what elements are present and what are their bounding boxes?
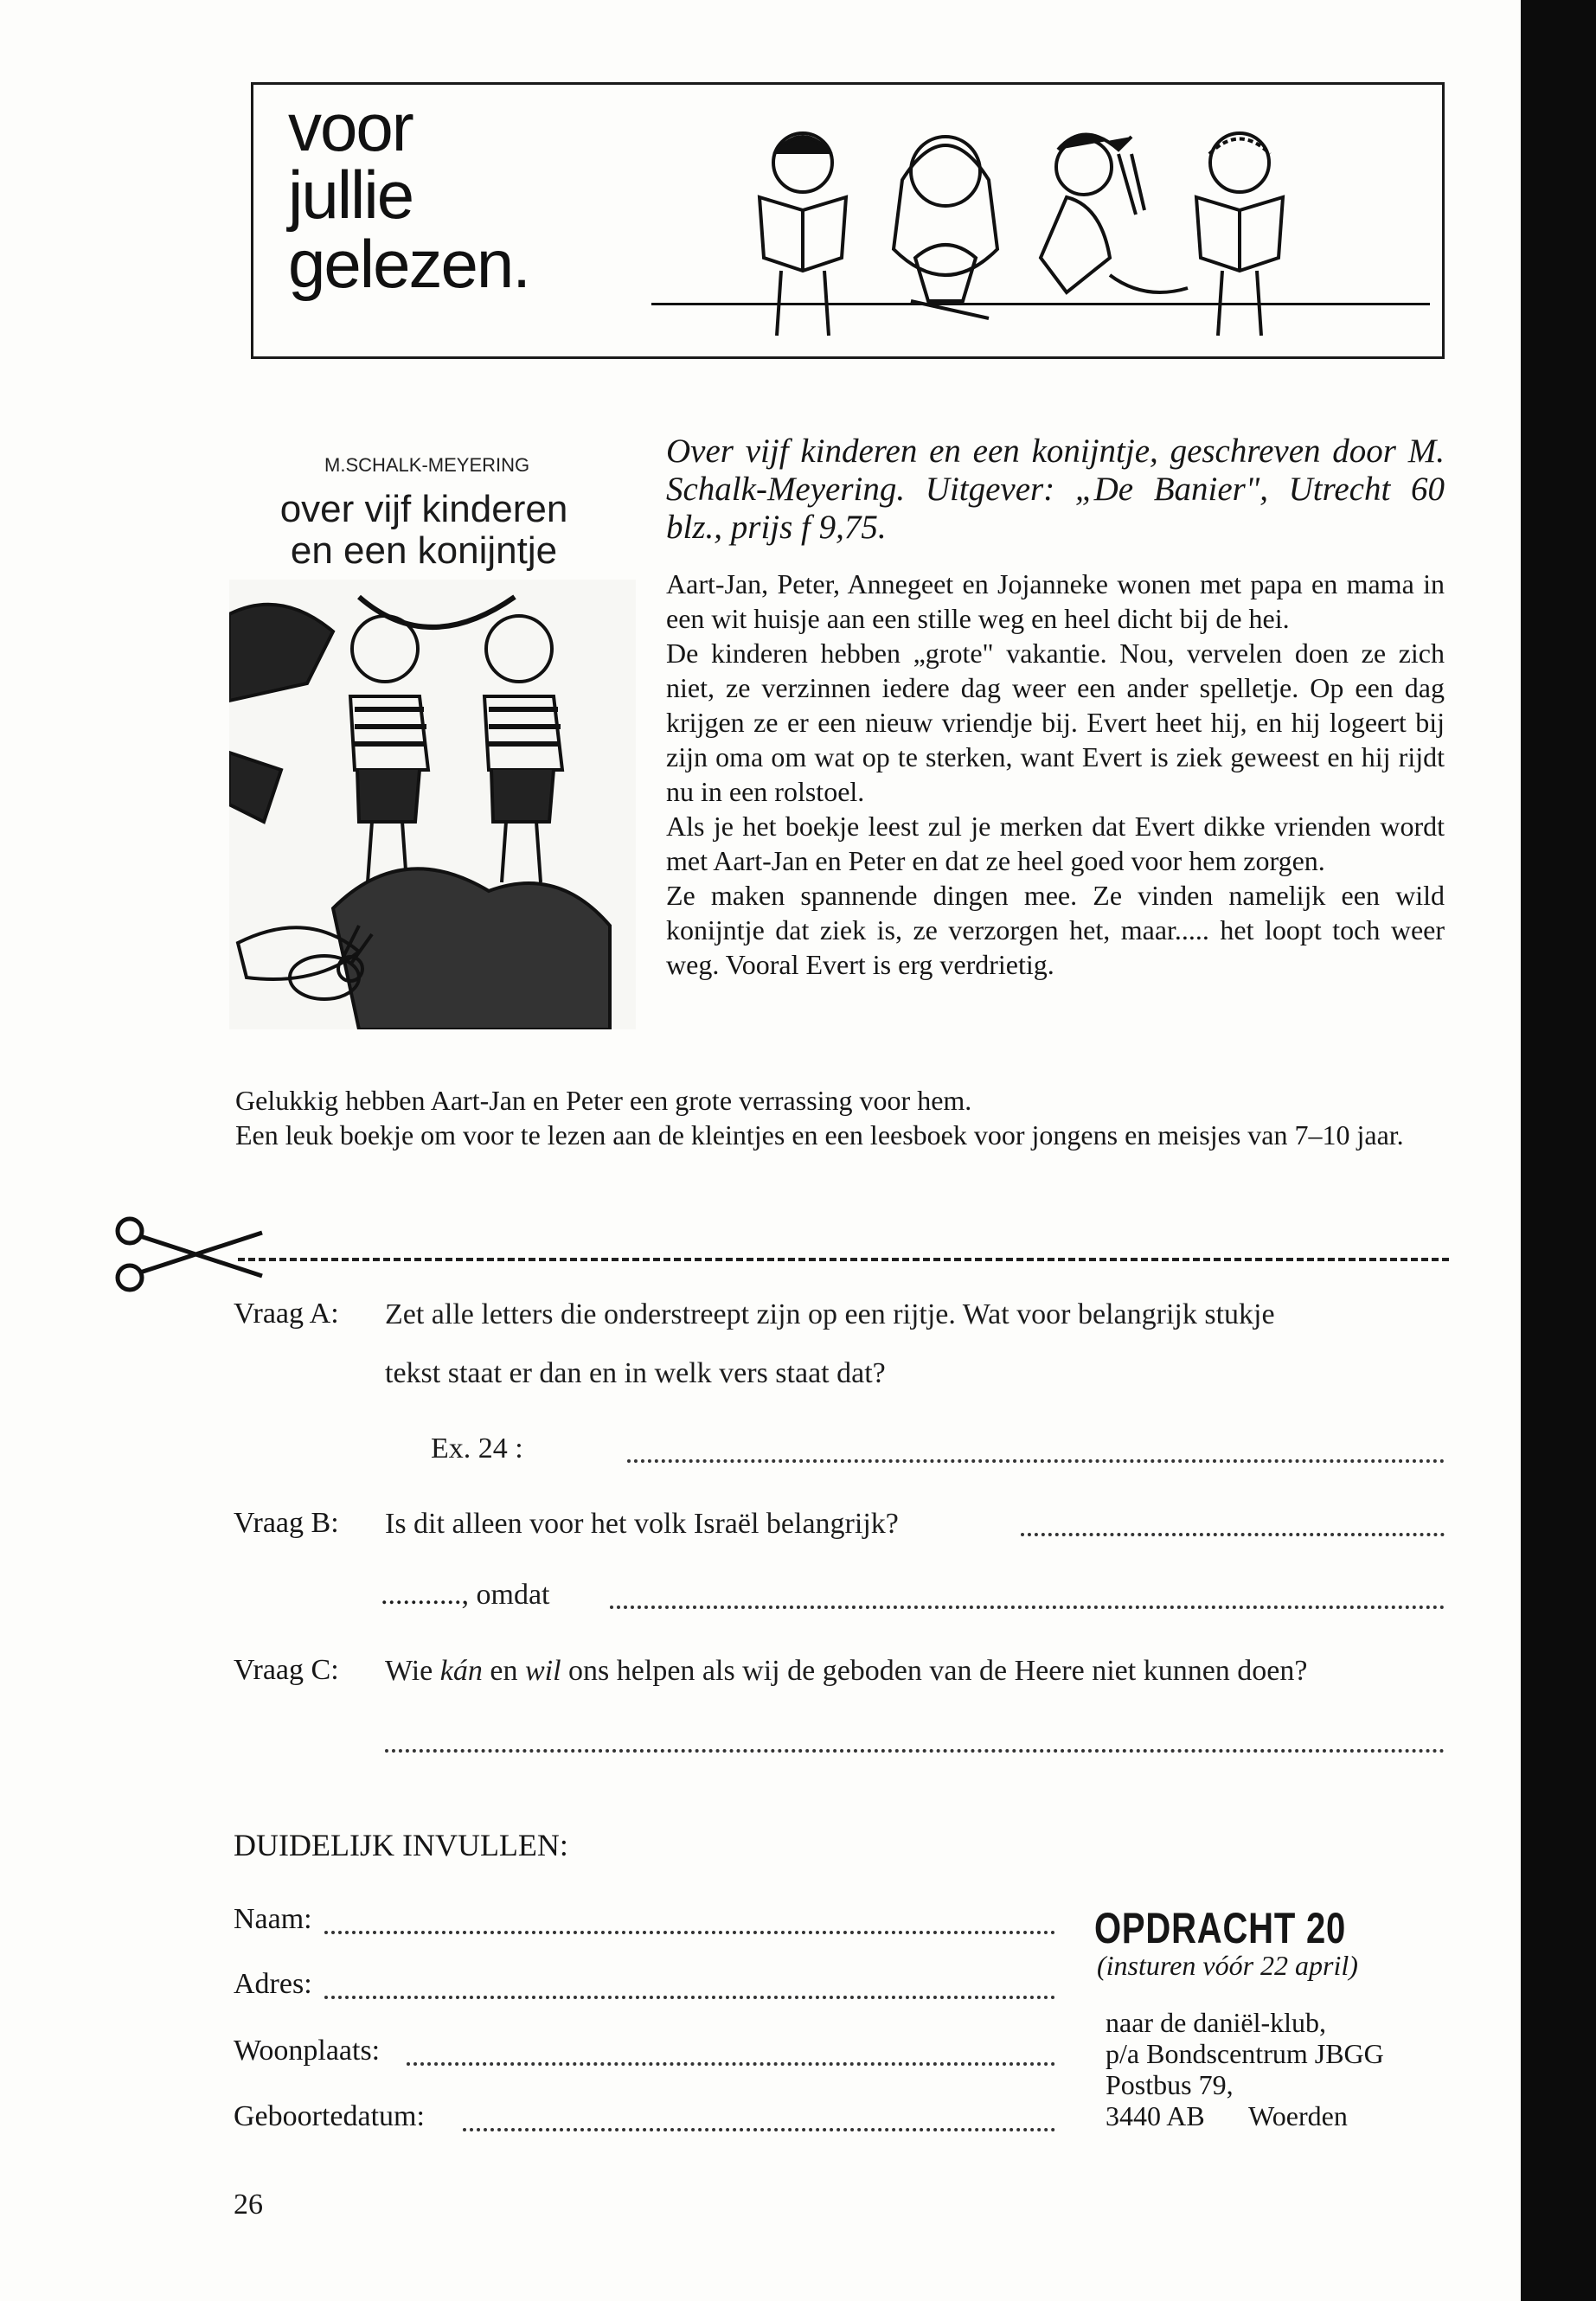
- question-c-kan: kán: [439, 1655, 483, 1687]
- scissors-icon: [111, 1215, 266, 1293]
- cover-title-line1: over vijf kinderen: [279, 488, 568, 530]
- answer-b-omdat: ..........., omdat: [381, 1579, 550, 1611]
- assignment-address: [1106, 2007, 1469, 2131]
- review-paragraph: Ze maken spannende dingen mee. Ze vinden namelijk een wild konijntje dat ziek is, ze verzorgen het, maar..... het loopt toch weer weg. Vooral Evert is erg verdrietig.: [666, 880, 1445, 980]
- cover-title-line2: en een konijntje: [290, 529, 558, 572]
- review-paragraph: Gelukkig hebben Aart-Jan en Peter een grote verrassing voor hem.: [235, 1085, 972, 1116]
- address-line: [1106, 2100, 1469, 2131]
- scan-edge-bar: [1521, 0, 1596, 2301]
- answer-a-line[interactable]: [627, 1459, 1445, 1463]
- city-label: Woonplaats:: [234, 2035, 381, 2067]
- birthdate-field[interactable]: [463, 2128, 1055, 2131]
- answer-c-line[interactable]: [385, 1749, 1445, 1753]
- birthdate-label: Geboortedatum:: [234, 2100, 425, 2132]
- city-field[interactable]: [407, 2062, 1055, 2066]
- review-paragraph: De kinderen hebben „grote" vakantie. Nou, vervelen doen ze zich niet, ze verzinnen iedere dag weer een ander spelletje. Op een dag krijgen ze er een nieuw vriendje bij. Evert heet hij, en hij logeert bij zijn oma om wat op te sterken, want Evert is ziek geweest en hij rijdt nu in een rolstoel.: [666, 638, 1445, 807]
- assignment-title: OPDRACHT 20: [1094, 1904, 1347, 1952]
- question-a-text: Zet alle letters die onderstreept zijn op een rijtje. Wat voor belangrijk stukje: [385, 1298, 1275, 1330]
- question-c-word: en: [490, 1655, 518, 1687]
- question-c-text: [385, 1654, 1307, 1689]
- header-banner: [251, 82, 1445, 359]
- review-body-wide: [235, 1083, 1446, 1152]
- review-body: [666, 567, 1445, 982]
- question-a-reference: Ex. 24 :: [431, 1433, 523, 1465]
- form-title: DUIDELIJK INVULLEN:: [234, 1828, 568, 1862]
- cover-title: [242, 489, 606, 572]
- header-title-line2: jullie: [288, 157, 413, 233]
- header-title-line1: voor: [288, 89, 413, 165]
- name-field[interactable]: [324, 1931, 1055, 1934]
- book-cover-illustration: [229, 580, 636, 1029]
- review-paragraph: Als je het boekje leest zul je merken dat Evert dikke vrienden wordt met Aart-Jan en Peter en dat ze heel goed voor hem zorgen.: [666, 811, 1445, 876]
- cut-line: [238, 1258, 1449, 1261]
- cover-author: M.SCHALK-MEYERING: [324, 454, 530, 476]
- answer-b-reason-line[interactable]: [610, 1606, 1445, 1609]
- question-c-wil: wil: [524, 1655, 561, 1687]
- header-title-line3: gelezen.: [288, 226, 529, 302]
- address-line: naar de daniël-klub,: [1106, 2007, 1326, 2038]
- address-field[interactable]: [324, 1996, 1055, 1999]
- question-c-word: Wie: [385, 1655, 433, 1687]
- reading-children-illustration: [738, 102, 1430, 344]
- question-a-label: Vraag A:: [234, 1298, 339, 1330]
- address-line: p/a Bondscentrum JBGG: [1106, 2038, 1384, 2069]
- review-paragraph: Een leuk boekje om voor te lezen aan de kleintjes en een leesboek voor jongens en meisjes van 7–10 jaar.: [235, 1119, 1404, 1150]
- assignment-deadline: (insturen vóór 22 april): [1097, 1950, 1358, 1981]
- review-intro: Over vijf kinderen en een konijntje, geschreven door M. Schalk-Meyering. Uitgever: „De Banier", Utrecht 60 blz., prijs f 9,75.: [666, 433, 1445, 546]
- question-b-text: Is dit alleen voor het volk Israël belangrijk?: [385, 1508, 899, 1540]
- name-label: Naam:: [234, 1903, 312, 1935]
- page-number: 26: [234, 2189, 263, 2221]
- question-b-label: Vraag B:: [234, 1507, 339, 1539]
- city: Woerden: [1248, 2100, 1348, 2131]
- question-c-label: Vraag C:: [234, 1654, 339, 1686]
- question-c-word: ons helpen als wij de geboden van de Heere niet kunnen doen?: [568, 1655, 1308, 1687]
- address-line: Postbus 79,: [1106, 2069, 1234, 2100]
- question-a-text-2: tekst staat er dan en in welk vers staat dat?: [385, 1357, 886, 1389]
- postal-code: 3440 AB: [1106, 2100, 1205, 2131]
- review-paragraph: Aart-Jan, Peter, Annegeet en Jojanneke wonen met papa en mama in een wit huisje aan een stille weg en heel dicht bij de hei.: [666, 568, 1445, 634]
- address-label: Adres:: [234, 1968, 312, 2000]
- answer-b-line[interactable]: [1021, 1533, 1445, 1536]
